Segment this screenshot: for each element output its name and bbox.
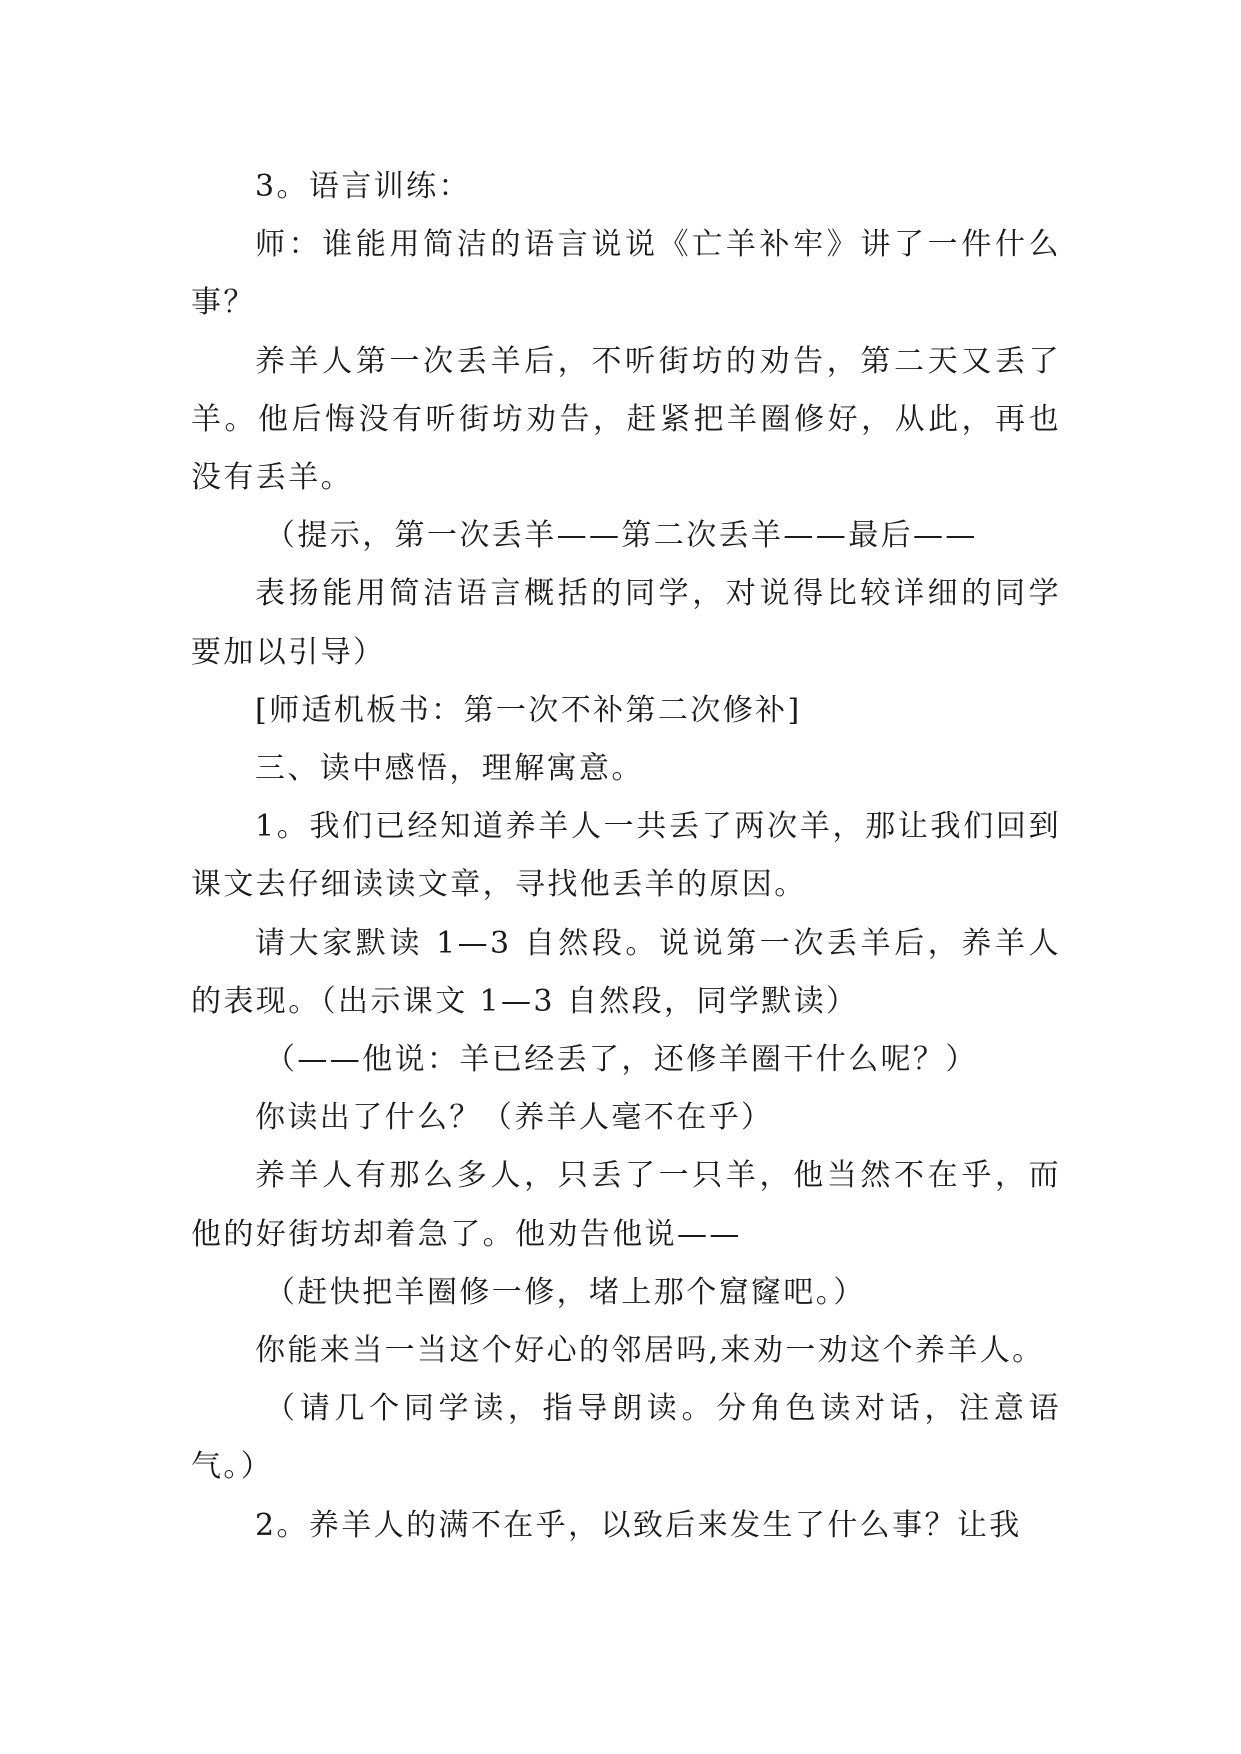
paragraph-section-three-heading: 三、读中感悟，理解寓意。 xyxy=(255,751,644,787)
paragraph-role-play-invite: 你能来当一当这个好心的邻居吗,来劝一劝这个养羊人。 xyxy=(255,1333,1045,1369)
document-body xyxy=(191,158,1061,1555)
paragraph-silent-reading: 请大家默读 1—3 自然段。说说第一次丢羊后，养羊人的表现。（出示课文 1—3 自然段，同学默读） xyxy=(191,925,1061,1019)
paragraph-blackboard-note: [师适机板书：第一次不补第二次修补] xyxy=(255,692,802,728)
paragraph-teacher-question: 师：谁能用简洁的语言说说《亡羊补牢》讲了一件什么事？ xyxy=(191,227,1061,321)
paragraph-he-said: （——他说：羊已经丢了，还修羊圈干什么呢？） xyxy=(265,1042,978,1078)
paragraph-step-one: 1。我们已经知道养羊人一共丢了两次羊，那让我们回到课文去仔细读读文章，寻找他丢羊的原因。 xyxy=(191,809,1061,903)
paragraph-praise-guidance: 表扬能用简洁语言概括的同学，对说得比较详细的同学要加以引导） xyxy=(191,576,1061,670)
paragraph-what-did-you-read: 你读出了什么？（养羊人毫不在乎） xyxy=(255,1100,774,1136)
paragraph-reading-instruction: （请几个同学读，指导朗读。分角色读对话，注意语气。） xyxy=(191,1391,1061,1485)
paragraph-step-two: 2。养羊人的满不在乎，以致后来发生了什么事？让我 xyxy=(255,1507,1022,1543)
paragraph-hint: （提示，第一次丢羊——第二次丢羊——最后—— xyxy=(265,518,978,554)
paragraph-language-training-heading: 3。语言训练： xyxy=(255,169,471,204)
paragraph-neighbor-advice: （赶快把羊圈修一修，堵上那个窟窿吧。） xyxy=(265,1274,866,1310)
paragraph-neighbor-worried: 养羊人有那么多人，只丢了一只羊，他当然不在乎，而他的好街坊却着急了。他劝告他说—— xyxy=(191,1158,1061,1252)
paragraph-story-summary: 养羊人第一次丢羊后，不听街坊的劝告，第二天又丢了羊。他后悔没有听街坊劝告，赶紧把羊圈修好，从此，再也没有丢羊。 xyxy=(191,343,1061,496)
